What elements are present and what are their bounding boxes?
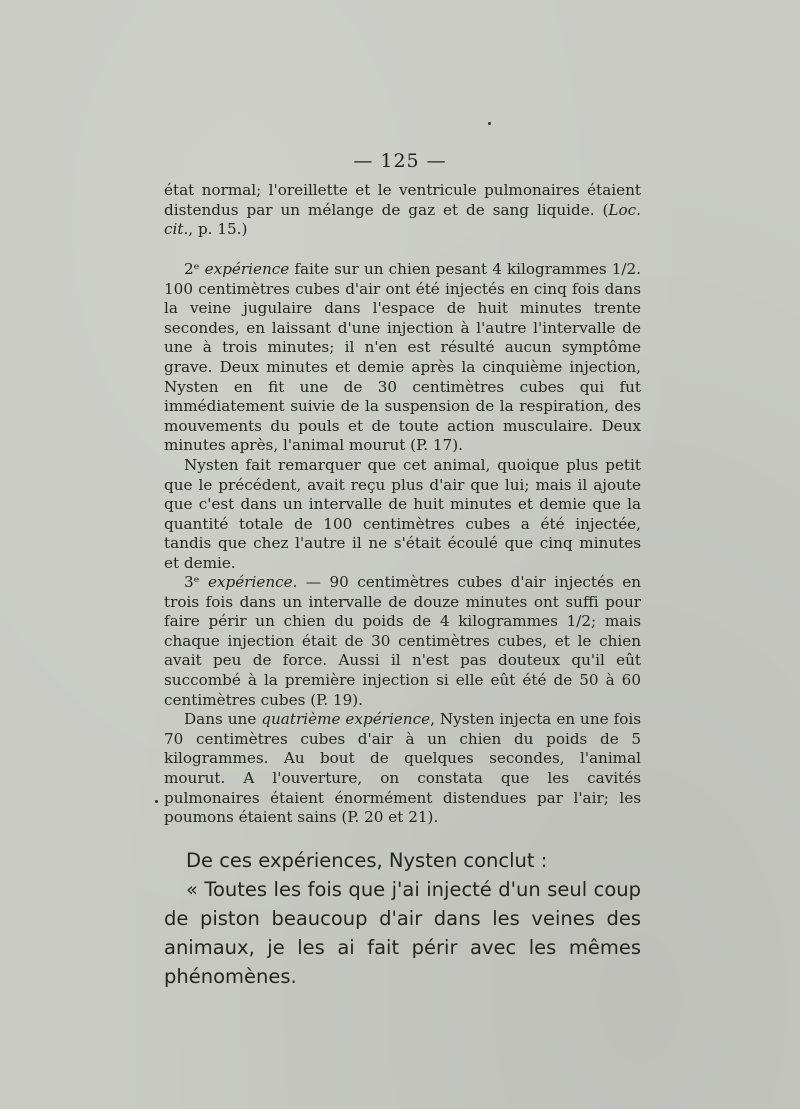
italic-term: quatrième expérience (261, 710, 431, 729)
text: Dans une (184, 710, 262, 729)
paragraph (164, 456, 641, 574)
text: état normal; l'oreillette et le ventricule pulmonaires étaient distendus par un mélange de gaz et de sang liquide. ( (164, 181, 641, 219)
italic-term: expérience. (207, 573, 298, 591)
text-block-1 (164, 181, 641, 240)
experiment-number: 3ᵉ (184, 573, 208, 591)
paragraph (164, 710, 641, 828)
text: , Nysten injecta en une fois 70 centimètres cubes d'air à un chien du poids de 5 kilogrammes. Au bout de quelques secondes, l'animal mourut. A l'ouverture, on constata que les cavités pulmonaires étaient énormément distendues par l'air; les poumons étaient sains (P. 20 et 21). (164, 710, 641, 827)
text-block-2 (164, 260, 641, 574)
conclusion-quote: « Toutes les fois que j'ai injecté d'un seul coup de piston beaucoup d'air dans les veines des animaux, je les ai fait périr avec les mêmes phénomènes. (164, 878, 641, 988)
italic-term: expérience (204, 260, 290, 278)
paragraph (164, 573, 641, 710)
conclusion-block (164, 846, 641, 991)
ink-speck (488, 122, 491, 125)
conclusion-intro: De ces expériences, Nysten conclut : (186, 849, 548, 872)
paragraph (164, 260, 641, 456)
text-block-3 (164, 573, 641, 828)
text: Nysten fait remarquer que cet animal, quoique plus petit que le précédent, avait reçu plus d'air que lui; mais il ajoute que c'est dans un intervalle de huit minutes et demie que la quantité totale de 100 centimètres cubes a été injectée, tandis que chez l'autre il ne s'était écoulé que cinq minutes et demie. (164, 455, 641, 572)
text: , p. 15.) (188, 220, 248, 239)
text: — 90 centimètres cubes d'air injectés en trois fois dans un intervalle de douze minutes ont suffi pour faire périr un chien du poids de 4 kilogrammes 1/2; mais chaque injection était de 30 centimètres cubes, et le chien avait peu de force. Aussi il n'est pas douteux qu'il eût succombé à la première injection si elle eût été de 50 à 60 centimètres cubes (P. 19). (164, 573, 642, 709)
page-number: — 125 — (353, 150, 447, 172)
ink-speck (155, 800, 158, 803)
experiment-number: 2ᵉ (184, 260, 205, 278)
paragraph (164, 181, 641, 240)
italic-citation: Loc. cit. (164, 200, 641, 239)
text: faite sur un chien pesant 4 kilogrammes 1/2. 100 centimètres cubes d'air ont été injectés en cinq fois dans la veine jugulaire dans l'espace de huit minutes trente secondes, en laissant d'une injection à l'autre l'intervalle de une à trois minutes; il n'en est résulté aucun symptôme grave. Deux minutes et demie après la cinquième injection, Nysten en fit une de 30 centimètres cubes qui fut immédiatement suivie de la suspension de la respiration, des mouvements du pouls et de toute action musculaire. Deux minutes après, l'animal mourut (P. 17). (164, 260, 641, 455)
